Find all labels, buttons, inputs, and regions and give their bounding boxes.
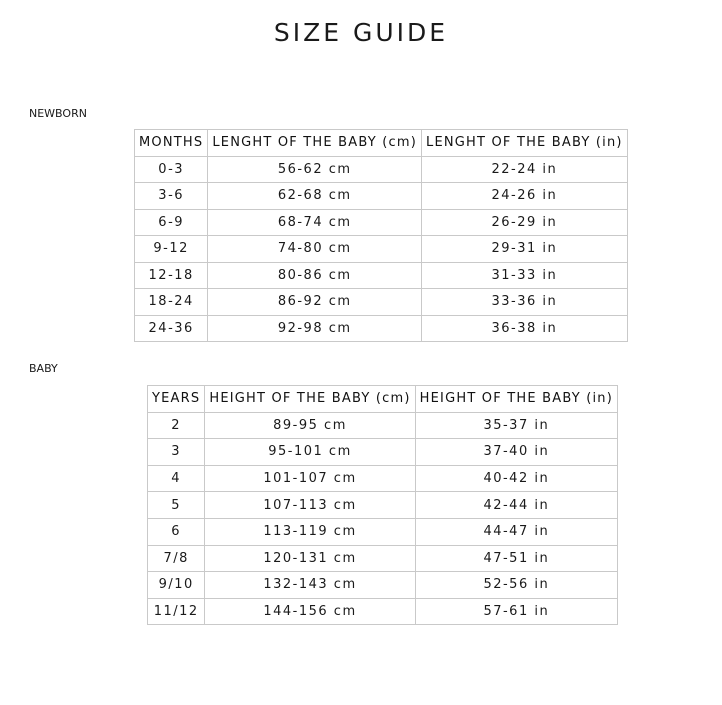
table-cell: 9-12 bbox=[135, 236, 208, 263]
table-cell: 120-131 cm bbox=[205, 545, 415, 572]
table-cell: 6-9 bbox=[135, 209, 208, 236]
table-cell: 0-3 bbox=[135, 156, 208, 183]
table-row bbox=[135, 262, 628, 289]
table-row bbox=[135, 315, 628, 342]
table-cell: 6 bbox=[148, 518, 205, 545]
table-cell: 35-37 in bbox=[415, 412, 617, 439]
newborn-size-table bbox=[134, 129, 628, 342]
table-cell: 9/10 bbox=[148, 572, 205, 599]
table-row bbox=[148, 572, 618, 599]
table-cell: 24-36 bbox=[135, 315, 208, 342]
column-header: LENGHT OF THE BABY (cm) bbox=[208, 130, 422, 157]
table-cell: 62-68 cm bbox=[208, 183, 422, 210]
table-row bbox=[148, 439, 618, 466]
table-cell: 107-113 cm bbox=[205, 492, 415, 519]
table-cell: 57-61 in bbox=[415, 598, 617, 625]
table-cell: 18-24 bbox=[135, 289, 208, 316]
table-cell: 47-51 in bbox=[415, 545, 617, 572]
table-cell: 132-143 cm bbox=[205, 572, 415, 599]
table-row bbox=[148, 545, 618, 572]
table-cell: 42-44 in bbox=[415, 492, 617, 519]
table-cell: 5 bbox=[148, 492, 205, 519]
table-row bbox=[135, 289, 628, 316]
table-cell: 44-47 in bbox=[415, 518, 617, 545]
table-cell: 101-107 cm bbox=[205, 465, 415, 492]
column-header: MONTHS bbox=[135, 130, 208, 157]
table-cell: 31-33 in bbox=[422, 262, 628, 289]
table-cell: 86-92 cm bbox=[208, 289, 422, 316]
table-cell: 74-80 cm bbox=[208, 236, 422, 263]
table-cell: 40-42 in bbox=[415, 465, 617, 492]
table-row bbox=[148, 412, 618, 439]
table-row bbox=[135, 209, 628, 236]
table-cell: 36-38 in bbox=[422, 315, 628, 342]
table-cell: 3 bbox=[148, 439, 205, 466]
table-row bbox=[148, 598, 618, 625]
page-title: SIZE GUIDE bbox=[273, 18, 449, 47]
column-header: YEARS bbox=[148, 386, 205, 413]
section-label-newborn: NEWBORN bbox=[29, 107, 87, 120]
table-cell: 92-98 cm bbox=[208, 315, 422, 342]
table-cell: 37-40 in bbox=[415, 439, 617, 466]
baby-size-table bbox=[147, 385, 618, 625]
table-row bbox=[148, 518, 618, 545]
table-cell: 22-24 in bbox=[422, 156, 628, 183]
table-row bbox=[148, 492, 618, 519]
table-cell: 33-36 in bbox=[422, 289, 628, 316]
table-cell: 3-6 bbox=[135, 183, 208, 210]
table-cell: 26-29 in bbox=[422, 209, 628, 236]
table-header-row bbox=[135, 130, 628, 157]
table-header-row bbox=[148, 386, 618, 413]
table-cell: 144-156 cm bbox=[205, 598, 415, 625]
column-header: HEIGHT OF THE BABY (in) bbox=[415, 386, 617, 413]
table-cell: 24-26 in bbox=[422, 183, 628, 210]
table-cell: 29-31 in bbox=[422, 236, 628, 263]
table-row bbox=[148, 465, 618, 492]
table-cell: 68-74 cm bbox=[208, 209, 422, 236]
table-cell: 11/12 bbox=[148, 598, 205, 625]
column-header: HEIGHT OF THE BABY (cm) bbox=[205, 386, 415, 413]
column-header: LENGHT OF THE BABY (in) bbox=[422, 130, 628, 157]
table-cell: 89-95 cm bbox=[205, 412, 415, 439]
table-cell: 4 bbox=[148, 465, 205, 492]
section-label-baby: BABY bbox=[29, 362, 58, 375]
table-cell: 95-101 cm bbox=[205, 439, 415, 466]
table-cell: 7/8 bbox=[148, 545, 205, 572]
table-cell: 56-62 cm bbox=[208, 156, 422, 183]
table-cell: 2 bbox=[148, 412, 205, 439]
table-row bbox=[135, 236, 628, 263]
table-cell: 80-86 cm bbox=[208, 262, 422, 289]
table-cell: 52-56 in bbox=[415, 572, 617, 599]
table-cell: 113-119 cm bbox=[205, 518, 415, 545]
table-row bbox=[135, 156, 628, 183]
table-cell: 12-18 bbox=[135, 262, 208, 289]
table-row bbox=[135, 183, 628, 210]
